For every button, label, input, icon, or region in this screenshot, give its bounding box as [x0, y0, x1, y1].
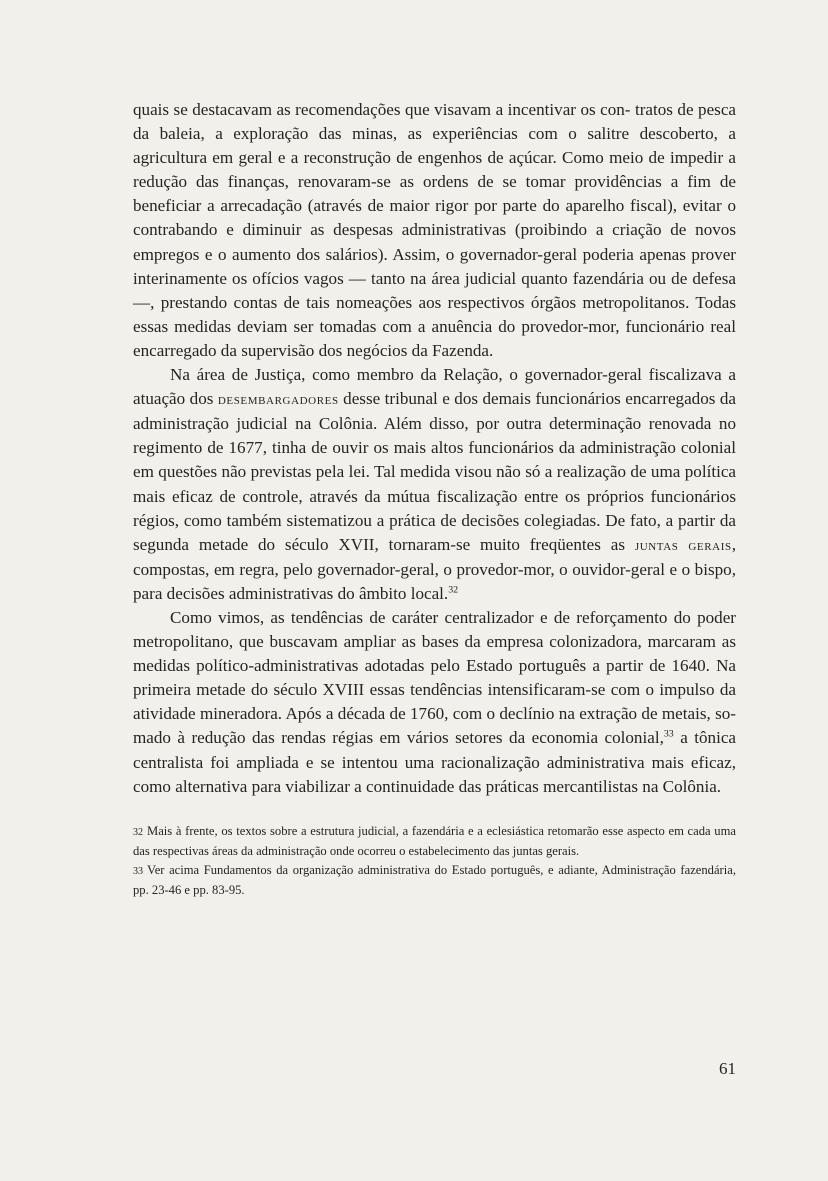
text-line: apenas prover interinamente os ofícios vagos — tanto na área judicial: [133, 244, 736, 288]
footnotes: [133, 822, 736, 901]
paragraph-2-text: Na área de Justiça, como membro da Relação, o governador-geral fiscalizava a atuação dos: [133, 365, 736, 409]
text-line: tratos de pesca da baleia, a exploração das minas, as experiências com: [133, 100, 736, 144]
page-body: [133, 98, 736, 901]
text-line: aos respectivos órgãos metropolitanos. Todas essas medidas deviam ser: [133, 292, 736, 336]
paragraph-2: [133, 363, 736, 606]
text-line: da supervisão dos negócios da Fazenda.: [220, 340, 494, 360]
text-line: de açúcar. Como meio de impedir a redução das finanças, renovaram-se: [133, 148, 736, 192]
footnote-text: Ver acima Fundamentos da organização administrativa do Estado português, e adiante, Administração fazendária, pp. 23-46 e pp. 83-95.: [133, 863, 736, 898]
page-number: 61: [719, 1059, 736, 1078]
text-line: empregos e o aumento dos salários). Assim, o governador-geral poderia: [133, 244, 634, 264]
term-desembargadores: desembargadores: [217, 392, 339, 409]
paragraph-3-text: a tônica centralista foi ampliada e se intentou uma racionalização administrativa mais eficaz, como alternativa para viabilizar a continuidade das práticas mercantilistas na Colônia.: [133, 728, 736, 796]
footnote-ref-33[interactable]: 33: [663, 728, 674, 740]
text-line: quais se destacavam as recomendações que visavam a incentivar os con-: [133, 100, 631, 119]
footnote-number: 32: [133, 826, 143, 838]
footnote-number: 33: [133, 866, 143, 878]
paragraph-2-text: desse tribunal e dos demais funcionários encarregados da administração judicial na Colônia. Além disso, por outra determinação renovada no regimento de 1677, tinha de ouvir os mais altos funcionários da administração colonial em questões não previstas pela lei. Tal medida visou não só a realização de uma política mais eficaz de controle, através da mútua fiscalização entre os próprios funcionários régios, como também sistematizou a prática de decisões colegiadas. De fato, a partir da segunda metade do século XVII, tornaram-se muito freqüentes as: [133, 389, 736, 554]
footnote-32: [133, 822, 736, 861]
text-line: quanto fazendária ou de defesa —, prestando contas de tais nomeações: [133, 268, 736, 312]
paragraph-1: [133, 98, 736, 363]
text-line: tomadas com a anuência do provedor-mor, funcionário real encarregado: [133, 316, 736, 360]
footnote-ref-32[interactable]: 32: [448, 584, 459, 596]
paragraph-3: [133, 606, 736, 799]
footnote-33: [133, 861, 736, 900]
footnote-text: Mais à frente, os textos sobre a estrutura judicial, a fazendária e a eclesiástica retomarão esse aspecto em cada uma das respectivas áreas da administração onde ocorreu o estabelecimento das juntas gerais.: [133, 823, 736, 858]
text-line: as ordens de se tomar providências a fim de beneficiar a arrecadação: [133, 172, 736, 216]
text-line: o salitre descoberto, a agricultura em geral e a reconstrução de engenhos: [133, 124, 736, 168]
paragraph-2-text: , compostas, em regra, pelo governador-geral, o provedor-mor, o ouvidor-geral e o bispo, para decisões administrativas do âmbito local.: [133, 534, 736, 603]
term-juntas-gerais: juntas gerais: [634, 537, 732, 554]
text-line: e diminuir as despesas administrativas (proibindo a criação de novos: [226, 220, 736, 240]
text-line: (através de maior rigor por parte do aparelho fiscal), evitar o contrabando: [133, 196, 737, 240]
paragraph-3-text: Como vimos, as tendências de caráter centralizador e de reforçamento do poder metropolitano, que buscavam ampliar as bases da empresa colonizadora, marcaram as medidas político-administrativas adotadas pelo Estado português a partir de 1640. Na primeira metade do século XVIII essas tendências intensificaram-se com o impulso da atividade mineradora. Após a década de 1760, com o declínio na extração de metais, somado à redução das rendas régias em vários setores da economia colonial,: [133, 607, 736, 748]
